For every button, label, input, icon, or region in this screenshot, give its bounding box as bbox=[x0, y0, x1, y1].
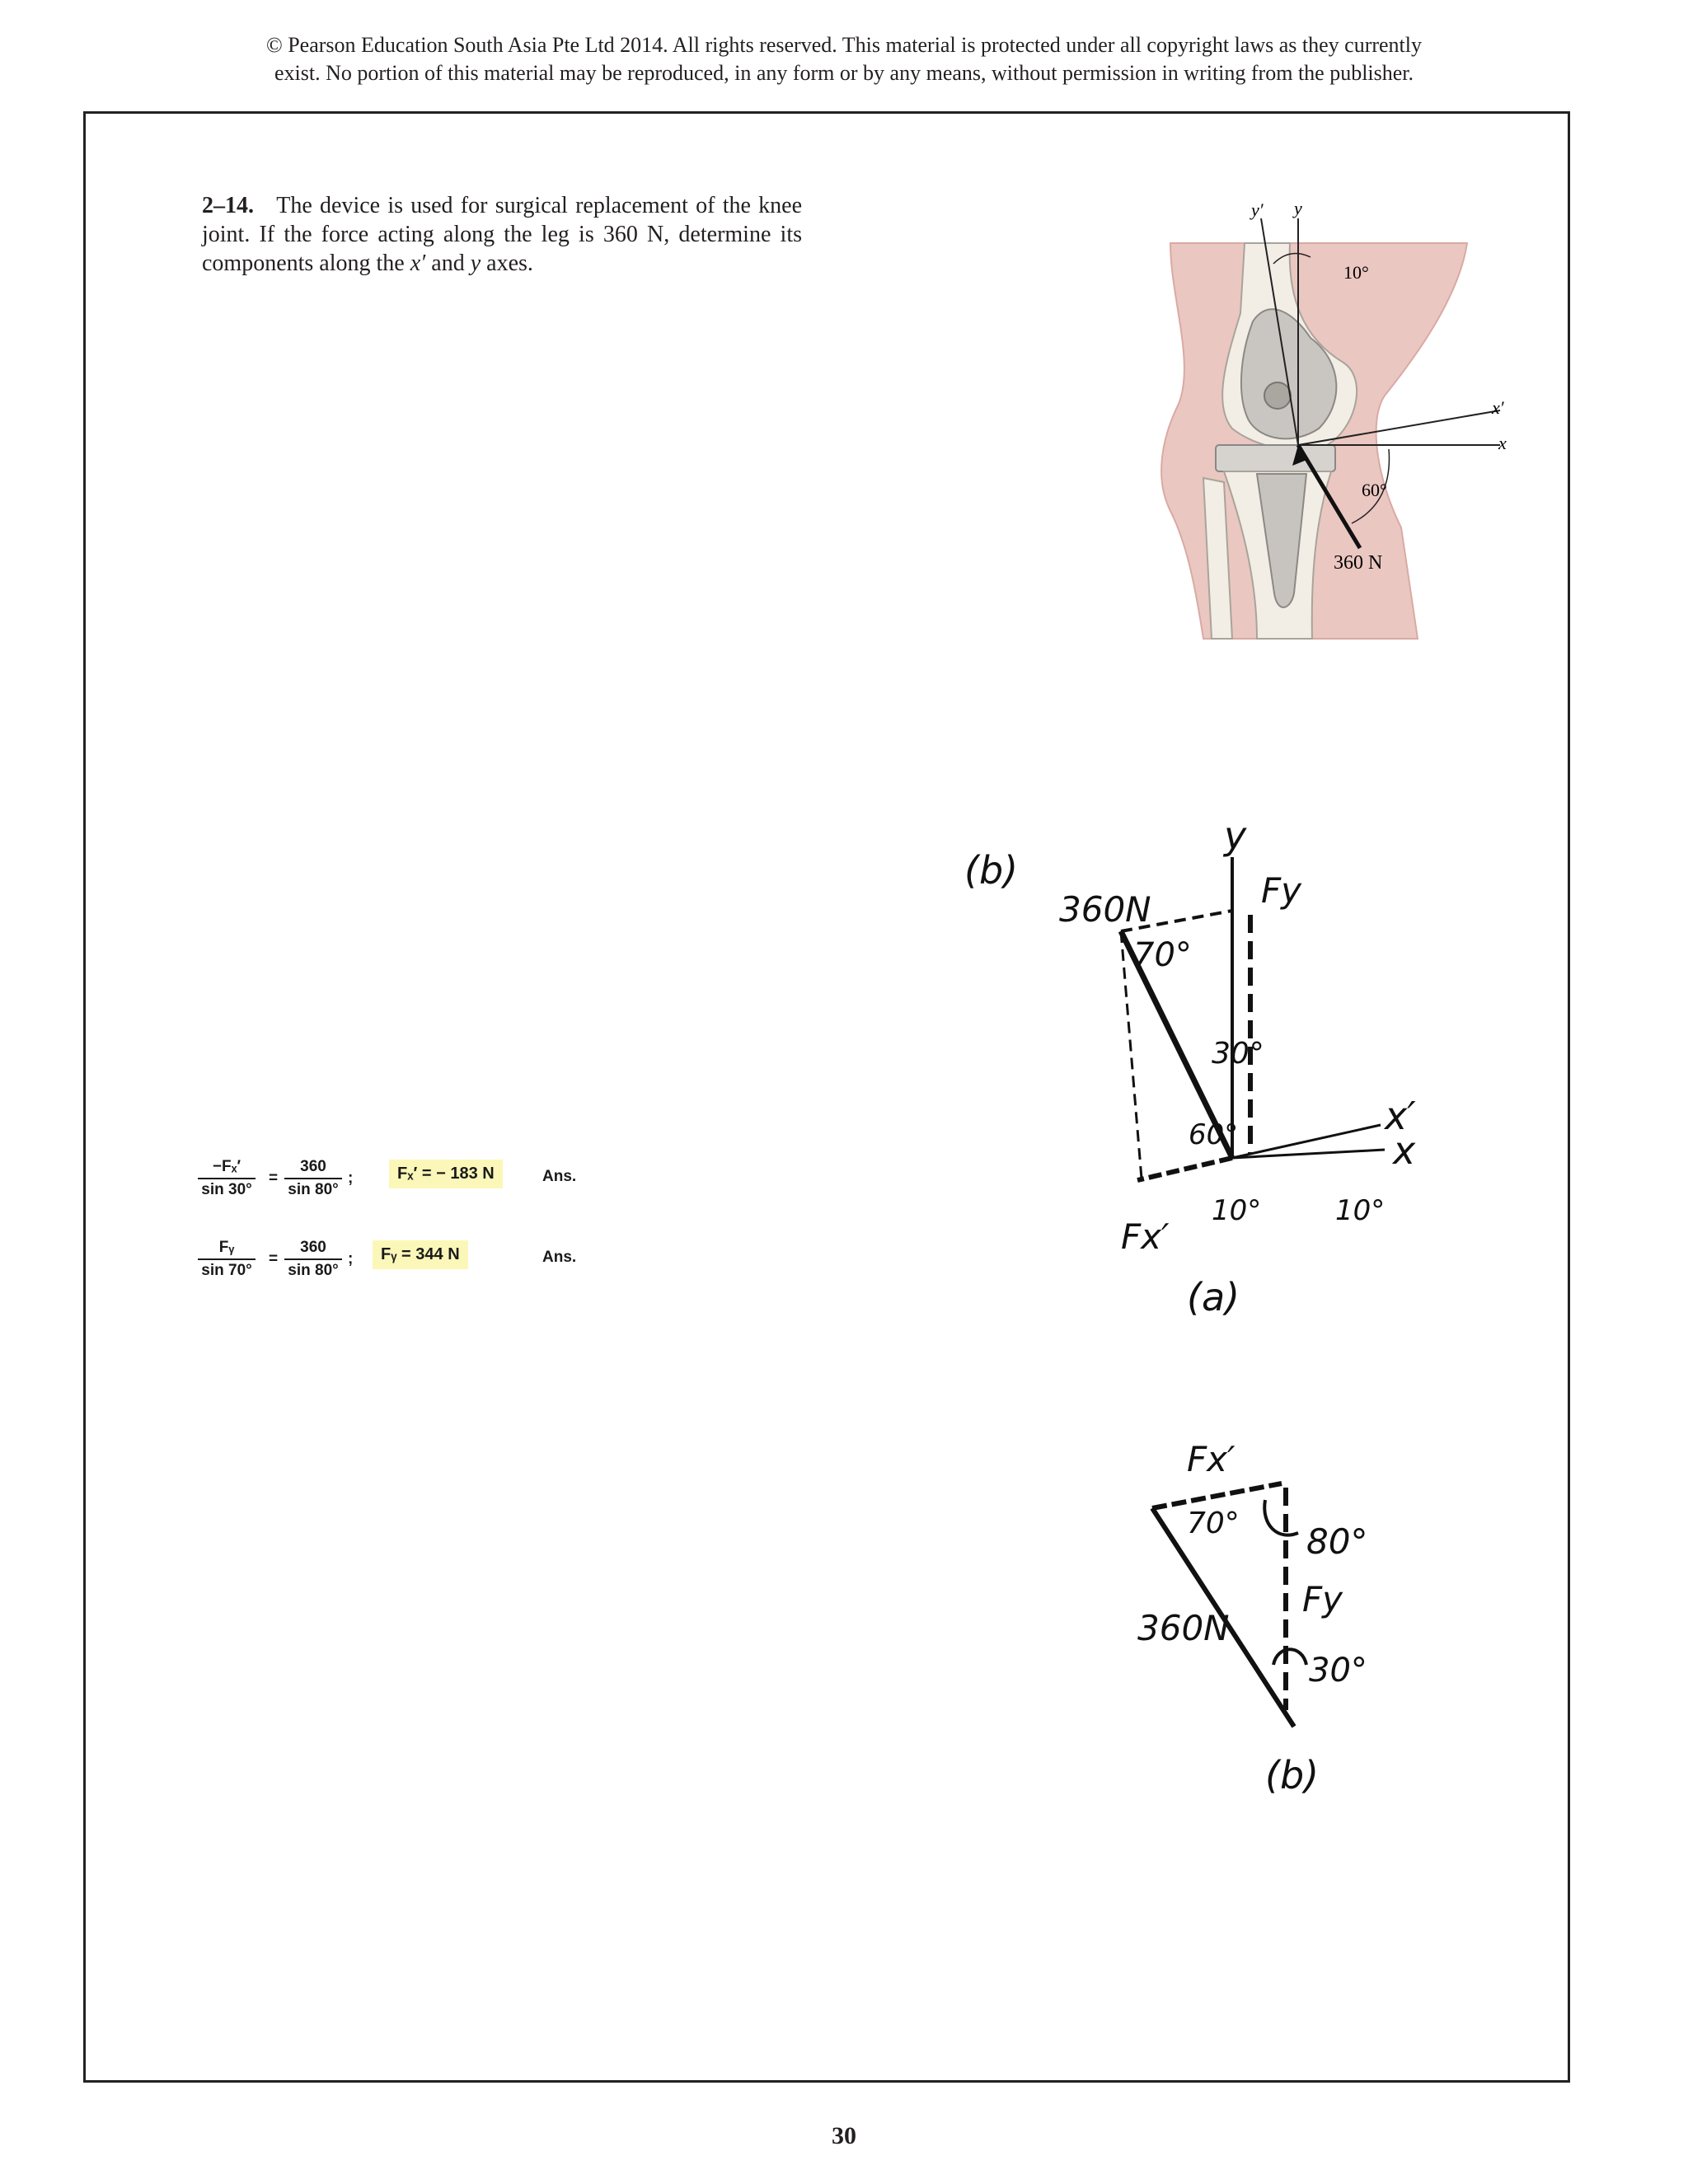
eq1-equals: = bbox=[269, 1169, 279, 1187]
sketch-b-angle-70: 70° bbox=[1187, 1507, 1240, 1540]
eq2-rhs-numerator: 360 bbox=[284, 1239, 342, 1260]
sketch-a-x: x bbox=[1393, 1128, 1416, 1173]
sketch-a-force: 360N bbox=[1059, 889, 1151, 930]
copyright-line-2: exist. No portion of this material may be reproduced, in any form or by any means, without permission in writing from the publisher. bbox=[274, 61, 1414, 85]
label-angle-60: 60° bbox=[1362, 480, 1387, 500]
label-force: 360 N bbox=[1334, 552, 1383, 574]
page-number: 30 bbox=[832, 2122, 856, 2149]
sketch-a-fy: Fy bbox=[1261, 870, 1302, 911]
sketch-a-fx-prime: Fx′ bbox=[1121, 1216, 1170, 1257]
sketch-b-caption: (b) bbox=[1265, 1753, 1320, 1797]
sketch-a-x-prime: x′ bbox=[1385, 1094, 1416, 1138]
sketch-b-arc-30 bbox=[1273, 1649, 1306, 1665]
label-x: x bbox=[1498, 433, 1507, 453]
problem-y: y bbox=[470, 251, 481, 276]
eq2-rhs-denominator: sin 80° bbox=[288, 1262, 339, 1279]
tibial-plate bbox=[1216, 445, 1335, 471]
sketch-b-force: 360N bbox=[1137, 1608, 1230, 1648]
sketch-a-angle-10-left: 10° bbox=[1212, 1194, 1262, 1227]
sketch-b-arc-80 bbox=[1264, 1500, 1298, 1535]
sketch-a-angle-30: 30° bbox=[1212, 1037, 1264, 1071]
label-y-prime: y′ bbox=[1251, 199, 1264, 220]
sketch-a-angle-70: 70° bbox=[1133, 936, 1192, 974]
problem-text-3: axes. bbox=[481, 251, 533, 276]
copyright-line-1: © Pearson Education South Asia Pte Ltd 2014. All rights reserved. This material is protected under all copyright laws as they currently bbox=[265, 33, 1423, 57]
implant-peg bbox=[1264, 382, 1291, 409]
eq2-lhs-numerator: Fᵧ bbox=[198, 1239, 256, 1260]
problem-text-2: and bbox=[425, 251, 471, 276]
problem-x-prime: x′ bbox=[410, 251, 426, 276]
sketch-b-fx-prime: Fx′ bbox=[1187, 1439, 1236, 1479]
eq2-equals: = bbox=[269, 1250, 279, 1268]
eq2-lhs bbox=[198, 1239, 256, 1280]
sketch-a-label-b: (b) bbox=[964, 848, 1019, 893]
knee-figure bbox=[1071, 198, 1566, 659]
eq2-lhs-denominator: sin 70° bbox=[201, 1262, 252, 1279]
sketch-b-angle-80: 80° bbox=[1306, 1521, 1368, 1562]
eq1-rhs-numerator: 360 bbox=[284, 1158, 342, 1179]
sketch-a-angle-60: 60° bbox=[1189, 1118, 1239, 1151]
label-y: y bbox=[1294, 198, 1302, 218]
eq1-rhs bbox=[284, 1158, 342, 1199]
eq1-semicolon: ; bbox=[348, 1169, 354, 1187]
eq2-semicolon: ; bbox=[348, 1250, 354, 1268]
sketch-a-fx-line bbox=[1137, 1158, 1232, 1180]
eq1-rhs-denominator: sin 80° bbox=[288, 1181, 339, 1198]
copyright-notice bbox=[0, 31, 1688, 87]
eq1-lhs-numerator: −Fₓ′ bbox=[198, 1158, 256, 1179]
problem-statement bbox=[202, 191, 802, 278]
eq1-result: Fₓ′ = − 183 N bbox=[389, 1160, 503, 1188]
sketch-a-angle-10-right: 10° bbox=[1335, 1194, 1386, 1227]
sketch-a-y: y bbox=[1224, 824, 1247, 858]
eq1-lhs-denominator: sin 30° bbox=[201, 1181, 252, 1198]
eq2-ans: Ans. bbox=[542, 1249, 577, 1266]
label-angle-10: 10° bbox=[1343, 262, 1369, 283]
label-x-prime: x′ bbox=[1492, 397, 1504, 418]
sketch-b-fx-line bbox=[1152, 1483, 1282, 1508]
sketch-b-angle-30: 30° bbox=[1309, 1652, 1367, 1690]
eq2-rhs bbox=[284, 1239, 342, 1280]
sketch-b-fy: Fy bbox=[1302, 1579, 1343, 1619]
eq1-lhs bbox=[198, 1158, 256, 1199]
hand-sketch bbox=[948, 824, 1525, 1813]
eq2-result: Fᵧ = 344 N bbox=[373, 1240, 468, 1269]
problem-number: 2–14. bbox=[202, 193, 254, 218]
sketch-a-caption: (a) bbox=[1187, 1275, 1240, 1319]
eq1-ans: Ans. bbox=[542, 1168, 577, 1185]
problem-text-1: The device is used for surgical replacement of the knee joint. If the force acting along the leg is 360 N, determine its components along the bbox=[202, 193, 802, 276]
